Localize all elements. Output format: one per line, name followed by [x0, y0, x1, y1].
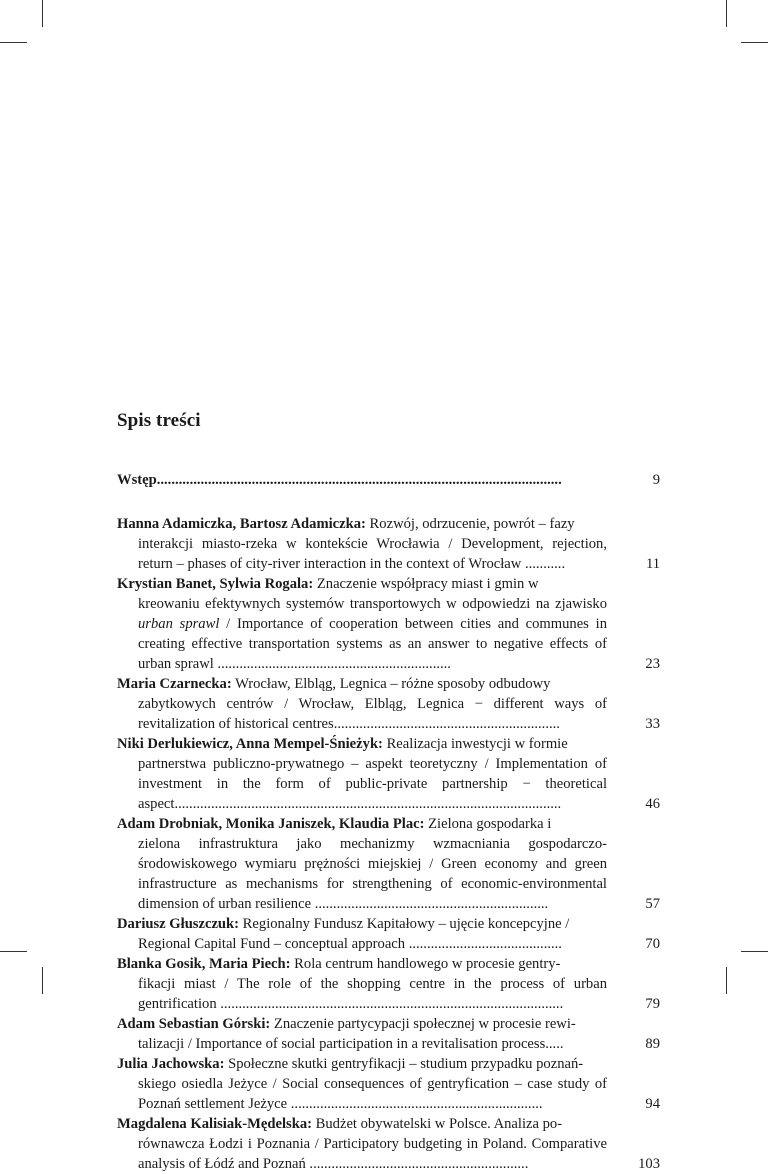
toc-entry[interactable]: [117, 954, 660, 1014]
page-number: 70: [645, 936, 660, 952]
entry-authors: Hanna Adamiczka, Bartosz Adamiczka:: [117, 516, 366, 532]
toc-entry[interactable]: [117, 1054, 660, 1114]
entry-title-italic: urban sprawl: [138, 616, 220, 632]
entry-title-start: Rola centrum handlowego w procesie gentry-: [290, 956, 561, 972]
toc-entry[interactable]: [117, 574, 660, 674]
entry-title-rest: interakcji miasto-rzeka w kontekście Wrocławia / Development, rejection, return – phases of city-river interaction in the context of Wrocław ...........: [138, 536, 607, 572]
entry-title-start: Rozwój, odrzucenie, powrót – fazy: [365, 516, 575, 532]
entry-title-start: Znaczenie partycypacji społecznej w procesie rewi-: [270, 1016, 576, 1032]
entry-title-rest: [117, 594, 607, 674]
entry-title-start: Wrocław, Elbląg, Legnica – różne sposoby odbudowy: [231, 676, 551, 692]
entry-title-rest: Regional Capital Fund – conceptual approach ..........................................: [138, 936, 562, 952]
entry-title-part: kreowaniu efektywnych systemów transportowych w odpowiedzi na zjawisko: [138, 596, 607, 612]
crop-mark: [0, 42, 27, 43]
dot-leader: ...............................................................................................................: [156, 472, 562, 488]
entry-authors: Adam Drobniak, Monika Janiszek, Klaudia Plac:: [117, 816, 425, 832]
entry-title-part: / Importance of cooperation between cities and communes in creating effective transportation systems as an answer to negative effects of urban sprawl ................................................................: [138, 616, 607, 672]
entry-title-rest: skiego osiedla Jeżyce / Social consequences of gentryfication – case study of Poznań settlement Jeżyce .....................................................................: [138, 1076, 607, 1112]
entry-authors: Blanka Gosik, Maria Piech:: [117, 956, 291, 972]
table-of-contents: [117, 470, 660, 1174]
entry-authors: Maria Czarnecka:: [117, 676, 232, 692]
toc-entry[interactable]: [117, 674, 660, 734]
entry-authors: Krystian Banet, Sylwia Rogala:: [117, 576, 314, 592]
page-number: 23: [645, 656, 660, 672]
page-number: 79: [645, 996, 660, 1012]
toc-entry-intro[interactable]: [117, 470, 660, 490]
entry-authors: Niki Derlukiewicz, Anna Mempel-Śnieżyk:: [117, 736, 383, 752]
page-number: 89: [645, 1036, 660, 1052]
entry-authors: Magdalena Kalisiak-Mędelska:: [117, 1116, 312, 1132]
entry-title-start: Zielona gospodarka i: [424, 816, 552, 832]
crop-mark: [726, 0, 727, 27]
page-number: 9: [652, 472, 660, 488]
page-number: 103: [638, 1156, 660, 1172]
entry-title-start: Społeczne skutki gentryfikacji – studium przypadku poznań-: [224, 1056, 584, 1072]
entry-title-start: Budżet obywatelski w Polsce. Analiza po-: [312, 1116, 563, 1132]
entry-title-rest: zabytkowych centrów / Wrocław, Elbląg, Legnica − different ways of revitalization of historical centres..............................................................: [138, 696, 607, 732]
entry-authors: Dariusz Głuszczuk:: [117, 916, 240, 932]
page-number: 11: [645, 556, 660, 572]
toc-entry[interactable]: [117, 814, 660, 914]
entry-title-rest: partnerstwa publiczno-prywatnego – aspekt teoretyczny / Implementation of investment in the form of public-private partnership − theoretical aspect..........................................................................................................: [138, 756, 607, 812]
entry-title-start: Regionalny Fundusz Kapitałowy – ujęcie koncepcyjne /: [239, 916, 570, 932]
entry-title-rest: zielona infrastruktura jako mechanizmy wzmacniania gospodarczo-środowiskowego wymiaru prężności miejskiej / Green economy and green infrastructure as mechanisms for strengthening of economic-environmental dimension of urban resilience ................................................................: [138, 836, 607, 912]
entry-title-rest: fikacji miast / The role of the shopping centre in the process of urban gentrification ..............................................................................................: [138, 976, 607, 1012]
crop-mark: [42, 0, 43, 27]
crop-mark: [726, 967, 727, 994]
page-number: 94: [645, 1096, 660, 1112]
page-title: Spis treści: [117, 410, 201, 431]
crop-mark: [0, 951, 27, 952]
crop-mark: [42, 967, 43, 994]
entry-authors: Adam Sebastian Górski:: [117, 1016, 271, 1032]
entry-title-rest: talizacji / Importance of social participation in a revitalisation process.....: [138, 1036, 564, 1052]
crop-mark: [741, 951, 768, 952]
page-number: 46: [645, 796, 660, 812]
toc-entry[interactable]: [117, 1114, 660, 1174]
entry-title-start: Znaczenie współpracy miast i gmin w: [313, 576, 539, 592]
entry-title-start: Realizacja inwestycji w formie: [382, 736, 568, 752]
entry-authors: Julia Jachowska:: [117, 1056, 225, 1072]
crop-mark: [741, 42, 768, 43]
toc-entry[interactable]: [117, 734, 660, 814]
toc-entry[interactable]: [117, 914, 660, 954]
toc-entry[interactable]: [117, 1014, 660, 1054]
toc-entry[interactable]: [117, 514, 660, 574]
page-number: 33: [645, 716, 660, 732]
page-number: 57: [645, 896, 660, 912]
entry-title-rest: równawcza Łodzi i Poznania / Participatory budgeting in Poland. Comparative analysis of Łódź and Poznań ............................................................: [138, 1136, 607, 1172]
intro-label: Wstęp: [117, 472, 157, 488]
